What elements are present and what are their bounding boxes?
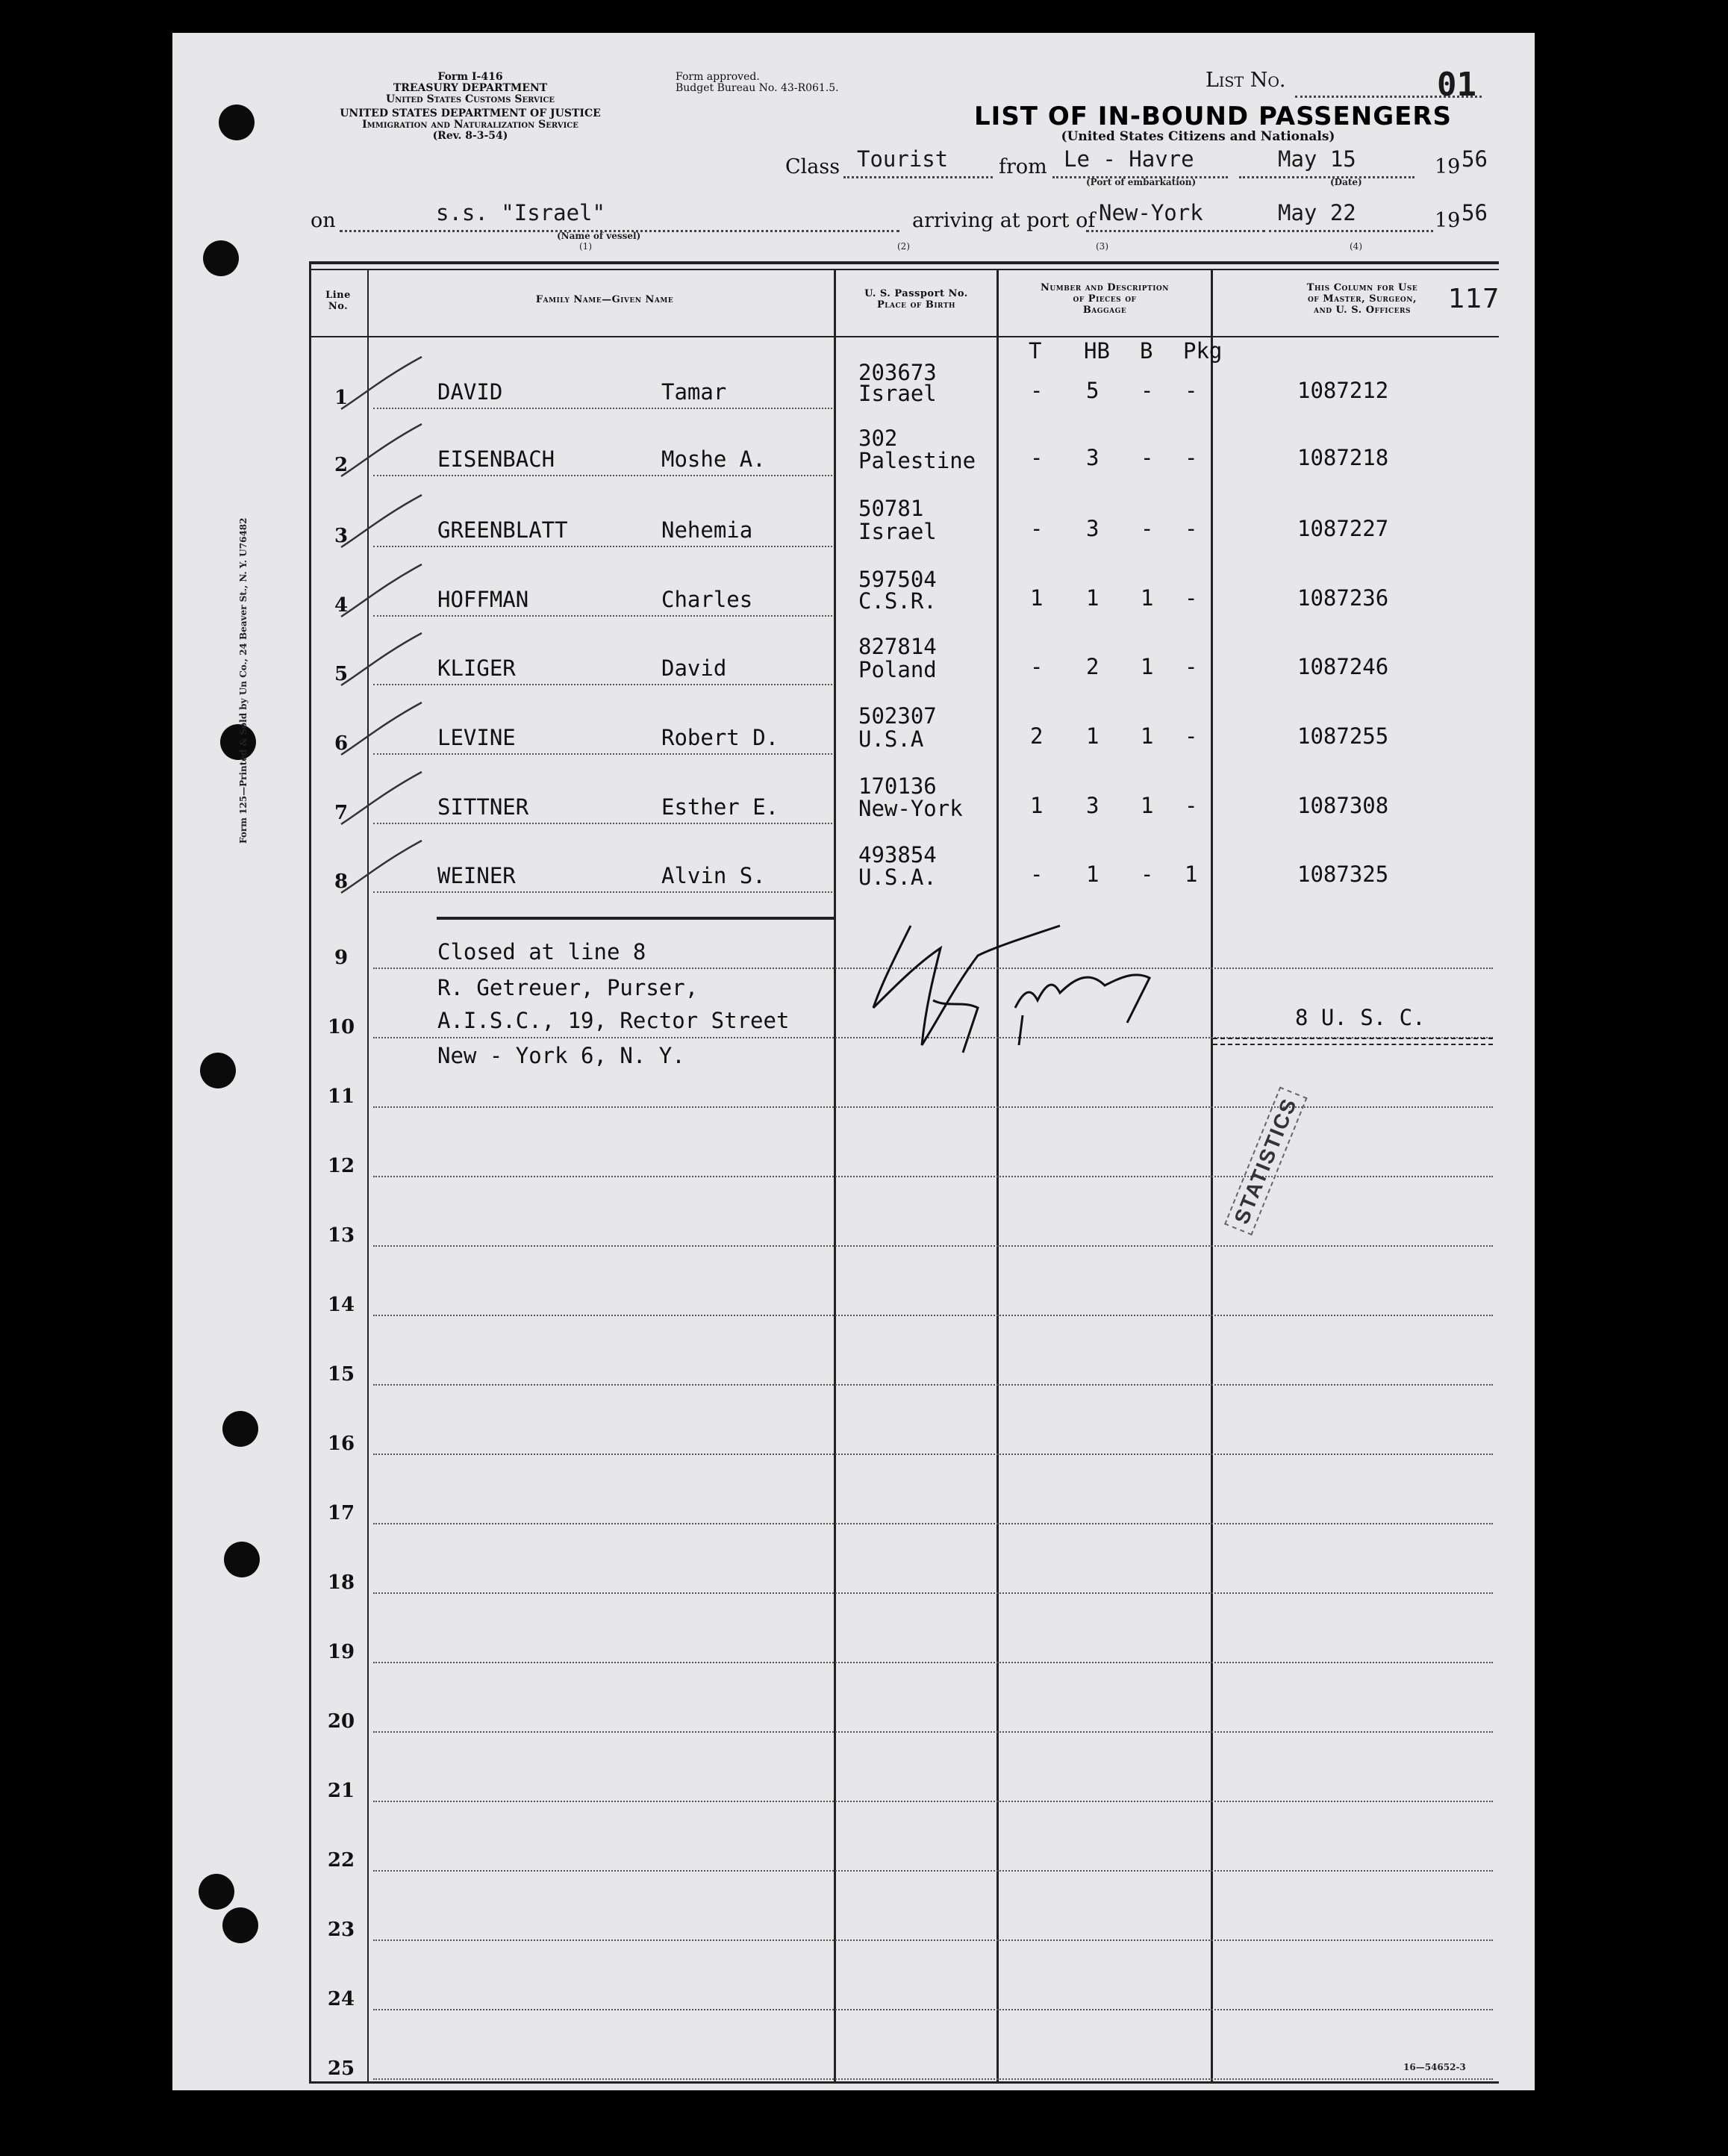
- officer-signature: [851, 896, 1209, 1075]
- bag-hb: 2: [1086, 654, 1100, 679]
- budget-bureau-line: Budget Bureau No. 43-R061.5.: [676, 82, 839, 94]
- row-dotted-line: [373, 1315, 1493, 1316]
- line-number: 22: [327, 1849, 355, 1872]
- col-officers-line-2: of Master, Surgeon,: [1307, 293, 1417, 305]
- row-dotted-line: [373, 1870, 1493, 1872]
- bag-pkg: -: [1185, 793, 1198, 818]
- bag-hb: 3: [1086, 516, 1100, 541]
- line-number: 9: [334, 947, 349, 969]
- table-top-rule: [309, 261, 1499, 264]
- family-name: EISENBACH: [437, 446, 555, 472]
- ins-service: Immigration and Naturalization Service: [362, 119, 578, 131]
- line-number: 6: [334, 732, 349, 755]
- line-number: 21: [327, 1780, 355, 1802]
- class-value: Tourist: [857, 146, 949, 172]
- embark-date: May 15: [1278, 146, 1356, 172]
- row-dotted-line: [373, 408, 832, 409]
- treasury-dept: TREASURY DEPARTMENT: [393, 82, 548, 94]
- bag-t: -: [1030, 654, 1044, 679]
- officers-number: 117: [1448, 284, 1500, 314]
- check-mark: [340, 766, 429, 826]
- row-dotted-line: [373, 546, 832, 547]
- caption-2: (2): [897, 241, 910, 252]
- bag-b: -: [1141, 378, 1154, 403]
- bag-b: 1: [1141, 793, 1154, 818]
- line-number: 4: [334, 594, 349, 617]
- bag-pkg-header: Pkg: [1183, 338, 1223, 364]
- row-dotted-line: [373, 1662, 1493, 1663]
- place-of-birth: U.S.A: [858, 726, 924, 752]
- family-name: HOFFMAN: [437, 587, 529, 612]
- line-number: 15: [327, 1363, 355, 1386]
- customs-service: United States Customs Service: [385, 93, 555, 105]
- row-dotted-line: [373, 475, 832, 476]
- closing-line-2: R. Getreuer, Purser,: [437, 975, 699, 1000]
- officer-number: 1087218: [1297, 445, 1389, 470]
- officer-number: 1087246: [1297, 654, 1389, 679]
- check-mark: [340, 835, 429, 894]
- place-of-birth: Palestine: [858, 448, 976, 473]
- bag-pkg: -: [1185, 723, 1198, 749]
- bag-b: 1: [1141, 723, 1154, 749]
- bag-t: 1: [1030, 793, 1044, 818]
- budget-approval: [676, 72, 839, 94]
- arrival-port: New-York: [1099, 200, 1203, 225]
- bag-b: 1: [1141, 654, 1154, 679]
- bag-hb: 1: [1086, 585, 1100, 611]
- approval-line: Form approved.: [676, 71, 760, 83]
- footer-code: 16—54652-3: [1403, 2062, 1466, 2072]
- punch-hole: [200, 1053, 236, 1088]
- page-title: LIST OF IN-BOUND PASSENGERS: [974, 102, 1452, 131]
- from-label: from: [999, 155, 1047, 178]
- family-name: LEVINE: [437, 725, 516, 750]
- punch-hole: [219, 105, 255, 140]
- passport-number: 502307: [858, 703, 937, 729]
- bag-b-header: B: [1140, 338, 1153, 364]
- col-line-no: Line No.: [325, 290, 351, 312]
- officer-number: 1087325: [1297, 862, 1389, 887]
- bag-hb: 1: [1086, 862, 1100, 887]
- row-dotted-line: [373, 1106, 1493, 1108]
- justice-dept: UNITED STATES DEPARTMENT OF JUSTICE: [340, 108, 601, 119]
- table-top-rule-thin: [309, 269, 1499, 270]
- bag-pkg: -: [1185, 445, 1198, 470]
- line-number: 12: [327, 1155, 355, 1177]
- line-number: 8: [334, 870, 349, 893]
- arrival-port-line: [1086, 230, 1265, 232]
- arriving-label: arriving at port of: [912, 209, 1096, 232]
- bag-t: -: [1030, 445, 1044, 470]
- closing-line-3: A.I.S.C., 19, Rector Street: [437, 1008, 790, 1033]
- header-bottom-rule: [309, 336, 1499, 337]
- col-officers-line-1: This Column for Use: [1306, 282, 1418, 293]
- punch-hole: [199, 1874, 234, 1910]
- officer-number: 1087212: [1297, 378, 1389, 403]
- family-name: WEINER: [437, 863, 516, 888]
- passport-number: 203673: [858, 360, 937, 385]
- table-bottom-rule: [309, 2081, 1499, 2084]
- given-name: Esther E.: [661, 794, 779, 820]
- row-dotted-line: [373, 1592, 1493, 1594]
- line-number: 19: [327, 1641, 355, 1663]
- bag-hb: 3: [1086, 445, 1100, 470]
- arrival-year-prefix: 19: [1435, 209, 1461, 232]
- passport-number: 493854: [858, 842, 937, 867]
- port-of-embarkation: Le - Havre: [1064, 146, 1194, 172]
- closing-separator: [437, 917, 834, 920]
- port-caption: (Port of embarkation): [1086, 177, 1197, 187]
- form-number: Form I-416: [437, 71, 503, 83]
- row-dotted-line: [373, 891, 832, 893]
- check-mark: [340, 489, 429, 549]
- date-caption: (Date): [1330, 177, 1362, 187]
- check-mark: [340, 558, 429, 618]
- line-number: 5: [334, 663, 349, 685]
- officer-number: 1087255: [1297, 723, 1389, 749]
- closing-line-4: New - York 6, N. Y.: [437, 1043, 685, 1068]
- place-of-birth: U.S.A.: [858, 864, 937, 890]
- line-number: 24: [327, 1988, 355, 2010]
- check-mark: [340, 627, 429, 687]
- usc-double-underline: [1213, 1038, 1493, 1045]
- given-name: Nehemia: [661, 517, 753, 543]
- statistics-stamp: STATISTICS: [1224, 1086, 1308, 1236]
- embark-year: 56: [1462, 146, 1488, 172]
- line-number: 7: [334, 802, 349, 824]
- given-name: Charles: [661, 587, 753, 612]
- passport-number: 827814: [858, 634, 937, 659]
- bag-t: -: [1030, 378, 1044, 403]
- row-dotted-line: [373, 1176, 1493, 1177]
- place-of-birth: New-York: [858, 796, 963, 821]
- row-dotted-line: [373, 1731, 1493, 1733]
- bag-t: -: [1030, 862, 1044, 887]
- row-dotted-line: [373, 1245, 1493, 1247]
- line-number: 16: [327, 1433, 355, 1455]
- passport-number: 170136: [858, 773, 937, 799]
- row-dotted-line: [373, 753, 832, 755]
- line-number: 13: [327, 1224, 355, 1247]
- line-number: 17: [327, 1502, 355, 1524]
- place-of-birth: Israel: [858, 519, 937, 544]
- col-baggage: [1000, 282, 1209, 316]
- caption-1: (1): [579, 241, 592, 252]
- arrival-date-line: [1269, 230, 1433, 232]
- line-number: 25: [327, 2057, 355, 2080]
- row-dotted-line: [373, 684, 832, 685]
- row-dotted-line: [373, 1384, 1493, 1386]
- given-name: Tamar: [661, 379, 727, 405]
- place-of-birth: C.S.R.: [858, 588, 937, 614]
- bag-hb: 1: [1086, 723, 1100, 749]
- line-number: 20: [327, 1710, 355, 1733]
- place-of-birth: Poland: [858, 657, 937, 682]
- col-name: Family Name—Given Name: [535, 294, 674, 305]
- list-no-value: 01: [1437, 66, 1476, 104]
- bag-b: -: [1141, 445, 1154, 470]
- bag-t: 1: [1030, 585, 1044, 611]
- passport-number: 50781: [858, 496, 924, 521]
- bag-hb: 5: [1086, 378, 1100, 403]
- row-dotted-line: [373, 823, 832, 824]
- given-name: Moshe A.: [661, 446, 766, 472]
- row-dotted-line: [373, 1940, 1493, 1941]
- side-imprint: Form 125—Printed & Sold by Un Co., 24 Beaver St., N. Y. U76482: [238, 517, 249, 844]
- family-name: KLIGER: [437, 655, 516, 681]
- col-baggage-line-2: of Pieces of: [1073, 293, 1137, 305]
- row-dotted-line: [373, 1454, 1493, 1455]
- passport-number: 302: [858, 426, 898, 451]
- form-revision: (Rev. 8-3-54): [432, 130, 508, 142]
- bag-pkg: -: [1185, 516, 1198, 541]
- bag-pkg: -: [1185, 585, 1198, 611]
- col-passport: [840, 288, 993, 311]
- given-name: Robert D.: [661, 725, 779, 750]
- class-line: [843, 176, 993, 178]
- line-number: 18: [327, 1571, 355, 1594]
- usc-total: 8 U. S. C.: [1295, 1005, 1426, 1030]
- officer-number: 1087227: [1297, 516, 1389, 541]
- list-no-label: List No.: [1205, 69, 1286, 92]
- given-name: Alvin S.: [661, 863, 766, 888]
- punch-hole: [203, 240, 239, 276]
- line-number: 23: [327, 1919, 355, 1941]
- col-baggage-line-1: Number and Description: [1041, 282, 1169, 293]
- bag-hb-header: HB: [1084, 338, 1110, 364]
- officer-number: 1087308: [1297, 793, 1389, 818]
- bag-pkg: -: [1185, 654, 1198, 679]
- check-mark: [340, 351, 429, 411]
- on-label: on: [311, 209, 336, 232]
- line-number: 3: [334, 525, 349, 547]
- col-officers: [1269, 282, 1456, 316]
- arrival-date: May 22: [1278, 200, 1356, 225]
- bag-t-header: T: [1029, 338, 1042, 364]
- col-officers-line-3: and U. S. Officers: [1313, 305, 1412, 316]
- bag-b: -: [1141, 862, 1154, 887]
- col-passport-line-1: U. S. Passport No.: [864, 288, 968, 299]
- given-name: David: [661, 655, 727, 681]
- check-mark: [340, 697, 429, 756]
- col-baggage-line-3: Baggage: [1082, 305, 1127, 316]
- date-line: [1239, 176, 1414, 178]
- row-dotted-line: [373, 2078, 1493, 2080]
- line-number: 1: [334, 387, 349, 409]
- bag-b: 1: [1141, 585, 1154, 611]
- vessel-caption: (Name of vessel): [557, 231, 641, 241]
- bag-pkg: 1: [1185, 862, 1198, 887]
- arrival-year: 56: [1462, 200, 1488, 225]
- closing-line-1: Closed at line 8: [437, 939, 646, 965]
- bag-b: -: [1141, 516, 1154, 541]
- officer-number: 1087236: [1297, 585, 1389, 611]
- family-name: DAVID: [437, 379, 503, 405]
- year-prefix: 19: [1435, 155, 1461, 178]
- bag-pkg: -: [1185, 378, 1198, 403]
- table-left-border: [309, 261, 311, 2083]
- bag-hb: 3: [1086, 793, 1100, 818]
- page-subtitle: (United States Citizens and Nationals): [1061, 129, 1335, 144]
- family-name: SITTNER: [437, 794, 529, 820]
- bag-t: -: [1030, 516, 1044, 541]
- row-dotted-line: [373, 615, 832, 617]
- row-dotted-line: [373, 2009, 1493, 2010]
- family-name: GREENBLATT: [437, 517, 568, 543]
- punch-hole: [222, 1411, 258, 1447]
- row-dotted-line: [373, 1523, 1493, 1524]
- col-passport-line-2: Place of Birth: [876, 299, 956, 311]
- caption-3: (3): [1096, 241, 1108, 252]
- bag-t: 2: [1030, 723, 1044, 749]
- form-agency-block: [299, 72, 642, 142]
- check-mark: [340, 418, 429, 478]
- row-dotted-line: [373, 1801, 1493, 1802]
- punch-hole: [222, 1907, 258, 1943]
- place-of-birth: Israel: [858, 381, 937, 406]
- line-number: 11: [327, 1085, 355, 1108]
- passport-number: 597504: [858, 567, 937, 592]
- class-label: Class: [785, 155, 840, 178]
- vessel-name: s.s. "Israel": [436, 200, 605, 225]
- line-number: 2: [334, 454, 349, 476]
- punch-hole: [224, 1542, 260, 1577]
- line-number: 10: [327, 1016, 355, 1038]
- line-number: 14: [327, 1294, 355, 1316]
- caption-4: (4): [1350, 241, 1362, 252]
